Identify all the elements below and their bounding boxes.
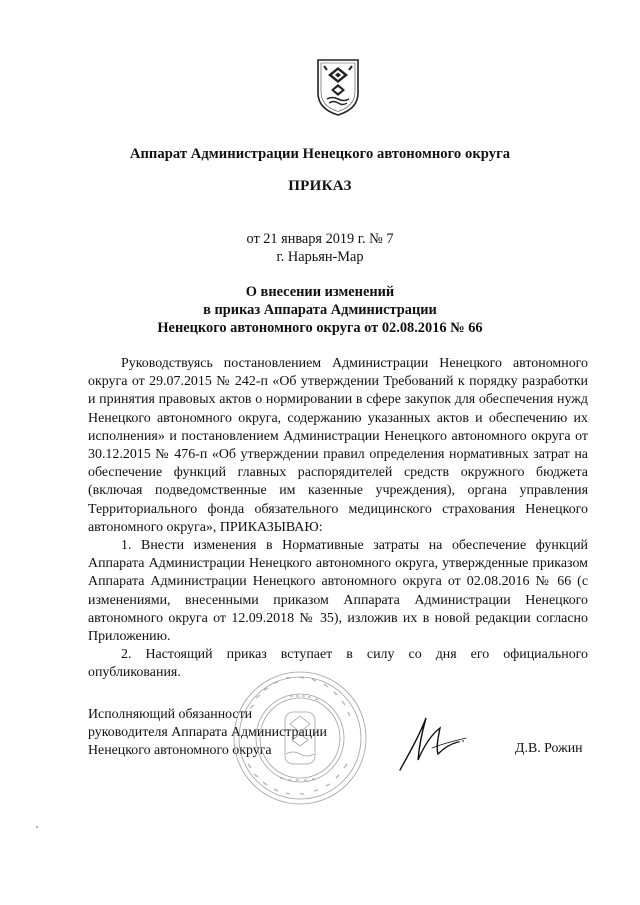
order-item-2: 2. Настоящий приказ вступает в силу со дня его официального опубликования. xyxy=(88,647,588,681)
subject-line: О внесении изменений xyxy=(245,284,395,300)
date-and-number: от 21 января 2019 г. № 7 xyxy=(246,231,394,247)
position-line: Исполняющий обязанности xyxy=(88,707,253,722)
coat-of-arms-icon xyxy=(315,57,361,117)
document-body xyxy=(88,355,588,683)
document-subject xyxy=(0,283,640,337)
document-type: ПРИКАЗ xyxy=(288,178,352,194)
scan-speck xyxy=(36,826,38,828)
preamble-paragraph: Руководствуясь постановлением Администрации Ненецкого автономного округа от 29.07.2015 № 242-п «Об утверждении Требований к порядку разработки и принятия правовых актов о нормировании в сфере закупок для обеспечения нужд Ненецкого автономного округа, содержанию указанных актов и обеспечению их исполнения» и постановлением Администрации Ненецкого автономного округа от 30.12.2015 № 476-п «Об утверждении правил определения нормативных затрат на обеспечение функций главных распорядителей средств окружного бюджета (включая подведомственные им казенные учреждения), органа управления Территориального фонда обязательного медицинского страхования Ненецкого автономного округа», ПРИКАЗЫВАЮ: xyxy=(88,356,588,535)
position-line: Ненецкого автономного округа xyxy=(88,743,272,759)
subject-line: в приказ Аппарата Администрации xyxy=(203,302,437,318)
official-seal-icon xyxy=(230,668,370,808)
signatory-name: Д.В. Рожин xyxy=(515,741,583,756)
subject-line: Ненецкого автономного округа от 02.08.2016 № 66 xyxy=(157,320,483,336)
handwritten-signature-icon xyxy=(392,708,472,778)
order-item-1: 1. Внести изменения в Нормативные затраты на обеспечение функций Аппарата Администрации Ненецкого автономного округа, утвержденные приказом Аппарата Администрации Ненецкого автономного округа от 02.08.2016 № 66 (с изменениями, внесенными приказом Аппарата Администрации Ненецкого автономного округа от 12.09.2018 № 35), изложив их в новой редакции согласно Приложению. xyxy=(88,538,588,645)
city: г. Нарьян-Мар xyxy=(276,249,364,265)
position-line: руководителя Аппарата Администрации xyxy=(88,725,327,741)
organization-name: Аппарат Администрации Ненецкого автономного округа xyxy=(129,146,511,162)
